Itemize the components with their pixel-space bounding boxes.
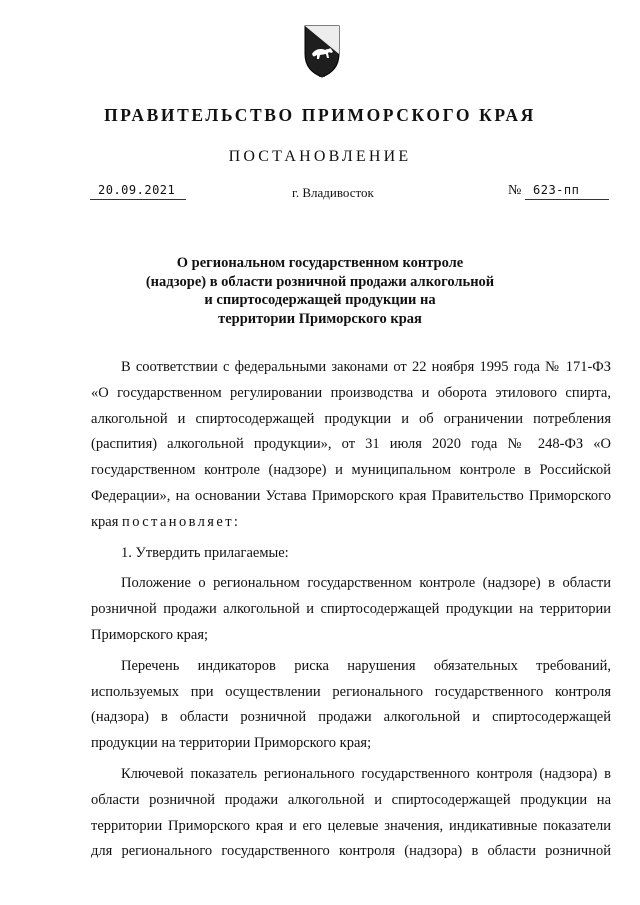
government-title: ПРАВИТЕЛЬСТВО ПРИМОРСКОГО КРАЯ (104, 105, 536, 125)
document-number-field (525, 180, 609, 200)
document-number: 623-пп (533, 183, 580, 197)
heading-line: О региональном государственном контроле (176, 255, 464, 271)
decree-word: постановляет: (122, 513, 241, 530)
heading-line: (надзоре) в области розничной продажи алкогольной (145, 273, 495, 290)
preamble-text: В соответствии с федеральными законами от 22 ноября 1995 года № 171-ФЗ «О государственном регулировании производства и оборота этилового спирта, алкогольной и спиртосодержащей продукции и об ограничении потребления (распития) алкогольной продукции», от 31 июля 2020 года № 248-ФЗ «О государственном контроле (надзоре) и муниципальном контроле в Российской Федерации», на основании Устава Приморского края Правительство Приморского края (91, 359, 611, 530)
regulation-paragraph: Положение о региональном государственном контроле (надзоре) в области розничной продажи алкогольной и спиртосодержащей продукции на территории Приморского края; (91, 575, 611, 643)
document-body (91, 355, 611, 865)
document-city: г. Владивосток (292, 185, 374, 200)
approval-paragraph: 1. Утвердить прилагаемые: (121, 544, 289, 561)
document-date: 20.09.2021 (98, 183, 176, 197)
heading-line: и спиртосодержащей продукции на (204, 292, 436, 308)
document-heading (60, 254, 580, 328)
preamble-paragraph (91, 355, 611, 536)
heading-line: территории Приморского края (218, 310, 422, 327)
risk-indicators-paragraph: Перечень индикаторов риска нарушения обязательных требований, используемых при осуществлении регионального государственного контроля (надзора) в области розничной продажи алкогольной и спиртосодержащей продукции на территории Приморского края; (91, 657, 611, 752)
document-type: ПОСТАНОВЛЕНИЕ (228, 148, 412, 165)
key-indicator-paragraph: Ключевой показатель регионального государственного контроля (надзора) в области розничной продажи алкогольной и спиртосодержащей продукции на территории Приморского края и его целевые значения, индикативные показатели для регионального государственного контроля (надзора) в области розничной (91, 765, 611, 860)
coat-of-arms-icon (302, 24, 342, 78)
number-sign: № (508, 183, 522, 198)
document-date-field (90, 180, 186, 200)
